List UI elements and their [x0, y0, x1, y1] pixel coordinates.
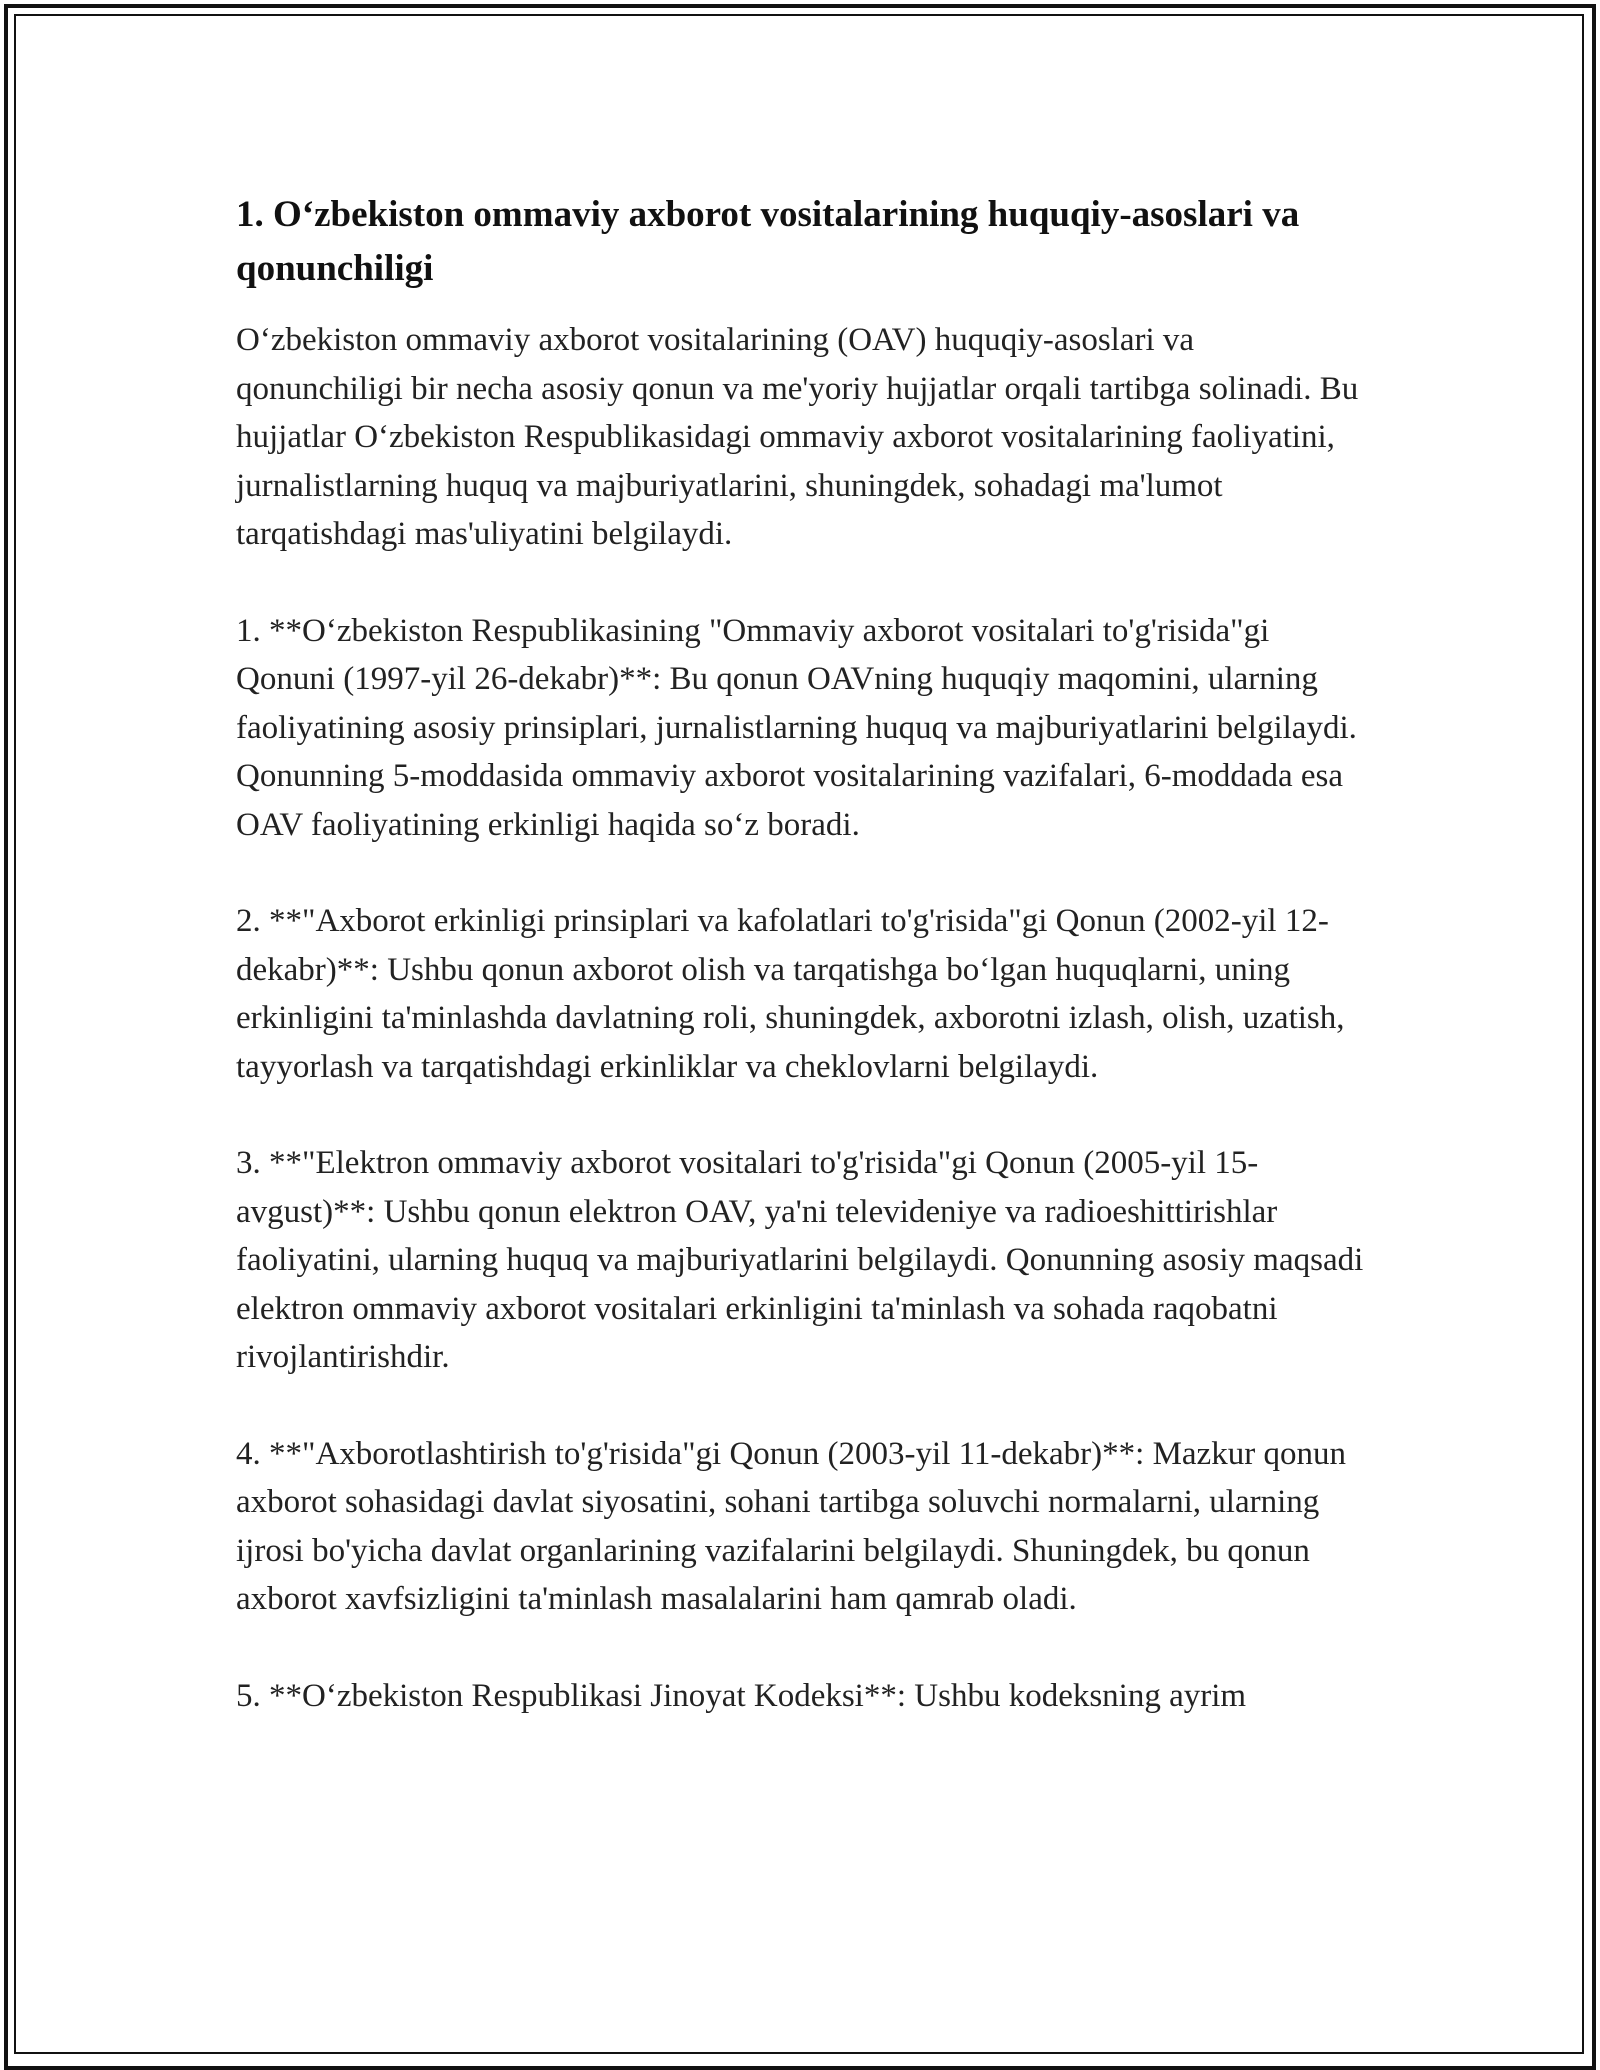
document-title: 1. O‘zbekiston ommaviy axborot vositalarining huquqiy-asoslari va qonunchiligi — [236, 194, 1300, 289]
intro-paragraph: O‘zbekiston ommaviy axborot vositalarining (OAV) huquqiy-asoslari va qonunchiligi bir necha asosiy qonun va me'yoriy hujjatlar orqali tartibga solinadi. Bu hujjatlar O‘zbekiston Respublikasidagi ommaviy axborot vositalarining faoliyatini, jurnalistlarning huquq va majburiyatlarini, shuningdek, sohadagi ma'lumot tarqatishdagi mas'uliyatini belgilaydi. — [236, 322, 1359, 552]
law-item-3: 3. **"Elektron ommaviy axborot vositalari to'g'risida"gi Qonun (2005-yil 15-avgust)**: Ushbu qonun elektron OAV, ya'ni televideniye va radioeshittirishlar faoliyatini, ularning huquq va majburiyatlarini belgilaydi. Qonunning asosiy maqsadi elektron ommaviy axborot vositalari erkinligini ta'minlash va sohada raqobatni rivojlantirishdir. — [236, 1145, 1364, 1375]
law-item-4: 4. **"Axborotlashtirish to'g'risida"gi Qonun (2003-yil 11-dekabr)**: Mazkur qonun axborot sohasidagi davlat siyosatini, sohani tartibga soluvchi normalarni, ularning ijrosi bo'yicha davlat organlarining vazifalarini belgilaydi. Shuningdek, bu qonun axborot xavfsizligini ta'minlash masalalarini ham qamrab oladi. — [236, 1435, 1346, 1617]
law-item-5: 5. **O‘zbekiston Respublikasi Jinoyat Kodeksi**: Ushbu kodeksning ayrim — [236, 1677, 1247, 1714]
document-body — [236, 188, 1366, 1768]
law-item-2: 2. **"Axborot erkinligi prinsiplari va kafolatlari to'g'risida"gi Qonun (2002-yil 12-dekabr)**: Ushbu qonun axborot olish va tarqatishga bo‘lgan huquqlarni, uning erkinligini ta'minlashda davlatning roli, shuningdek, axborotni izlash, olish, uzatish, tayyorlash va tarqatishdagi erkinliklar va cheklovlarni belgilaydi. — [236, 903, 1345, 1085]
law-item-1: 1. **O‘zbekiston Respublikasining "Ommaviy axborot vositalari to'g'risida"gi Qonuni (1997-yil 26-dekabr)**: Bu qonun OAVning huquqiy maqomini, ularning faoliyatining asosiy prinsiplari, jurnalistlarning huquq va majburiyatlarini belgilaydi. Qonunning 5-moddasida ommaviy axborot vositalarining vazifalari, 6-moddada esa OAV faoliyatining erkinligi haqida so‘z boradi. — [236, 612, 1357, 843]
